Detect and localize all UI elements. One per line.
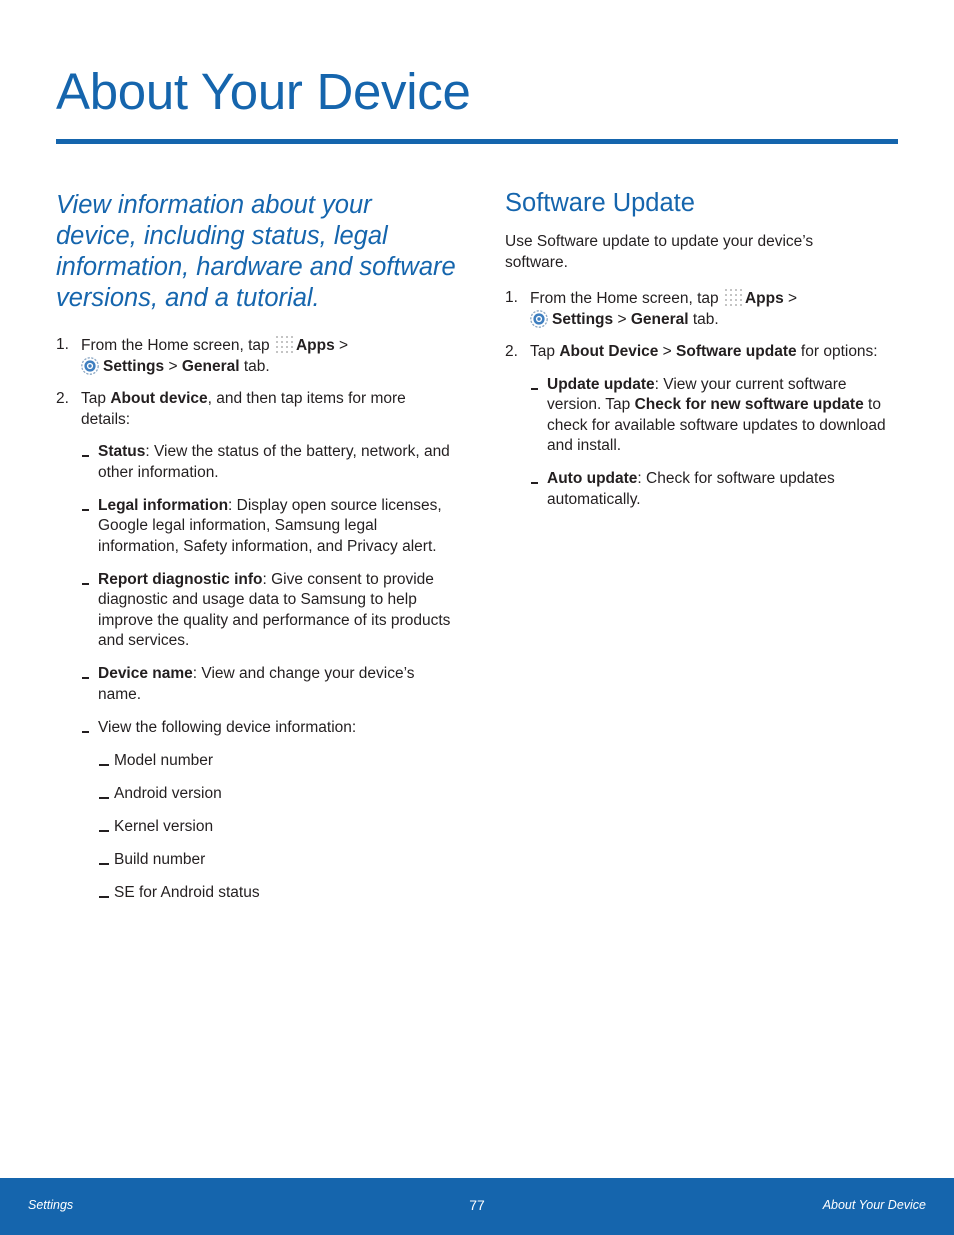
sub-list-item: SE for Android status — [98, 883, 454, 904]
item-desc: : View and change your device’s name. — [98, 665, 415, 703]
step-number: 1. — [505, 289, 518, 306]
apps-grid-icon — [724, 288, 743, 307]
item-term: Report diagnostic info — [98, 570, 263, 588]
item-desc: : Check for software updates automatically. — [547, 470, 835, 508]
item-term: Device name — [98, 665, 193, 682]
software-update-options — [530, 375, 897, 511]
item-term: Legal information — [98, 496, 229, 514]
settings-label: Settings — [552, 310, 614, 328]
left-steps-list — [56, 335, 454, 916]
intro-text: View information about your device, including status, legal information, hardware and software versions, and a tutorial. — [56, 191, 456, 312]
apps-label: Apps — [295, 337, 335, 354]
page-footer — [0, 1178, 954, 1235]
sub-list-item: Build number — [98, 850, 454, 871]
item-desc: : Display open source licenses, Google legal information, Samsung legal information, Safety information, and Privacy alert. — [98, 496, 442, 555]
general-label: General — [630, 310, 689, 328]
separator: > — [164, 357, 182, 375]
left-step-2 — [56, 389, 454, 903]
right-step-1 — [505, 288, 897, 330]
item-desc: to check for available software updates to download and install. — [547, 396, 886, 454]
step-text: Tap — [81, 390, 111, 407]
separator: > — [334, 337, 349, 354]
general-label: General — [181, 357, 240, 375]
footer-chapter-name: About Your Device — [822, 1198, 926, 1212]
title-divider — [56, 139, 898, 144]
list-item — [81, 442, 454, 483]
step-text: Tap — [530, 343, 560, 360]
item-term: Status — [98, 443, 146, 460]
step-number: 2. — [505, 343, 518, 360]
item-term: Update update — [547, 375, 655, 393]
step-text: From the Home screen, tap — [81, 337, 274, 354]
list-item — [81, 570, 454, 652]
right-step-2 — [505, 342, 897, 510]
step-text: tab. — [688, 310, 719, 328]
page-title: About Your Device — [56, 63, 471, 120]
separator: > — [783, 290, 798, 307]
separator: > — [613, 310, 631, 328]
about-device-label: About device — [110, 390, 208, 407]
list-item — [530, 375, 897, 457]
list-item — [81, 718, 454, 904]
sub-list-item: Model number — [98, 751, 454, 772]
step-text: for options: — [796, 343, 878, 360]
settings-gear-icon — [530, 310, 548, 328]
list-item — [81, 664, 454, 705]
section-heading: Software Update — [505, 189, 695, 217]
software-update-label: Software update — [676, 343, 797, 360]
apps-grid-icon — [275, 335, 294, 354]
list-item — [530, 469, 897, 510]
page-number: 77 — [469, 1197, 485, 1213]
section-body: Use Software update to update your device’s software. — [505, 233, 814, 271]
step-text: , and then tap items for more details: — [81, 390, 406, 428]
about-device-label: About Device — [559, 343, 659, 360]
step-number: 2. — [56, 390, 69, 407]
step-number: 1. — [56, 336, 69, 353]
item-desc: : View your current software version. Tap — [547, 375, 847, 413]
item-term: Auto update — [547, 470, 638, 487]
item-term: Check for new software update — [634, 396, 864, 413]
separator: > — [658, 343, 677, 360]
step-text: From the Home screen, tap — [530, 290, 723, 307]
footer-section-name: Settings — [28, 1198, 74, 1212]
apps-label: Apps — [744, 290, 784, 307]
settings-label: Settings — [103, 357, 165, 375]
step-text: tab. — [239, 357, 270, 375]
sub-list-item: Android version — [98, 784, 454, 805]
item-text: View the following device information: — [98, 718, 357, 736]
right-steps-list — [505, 288, 897, 523]
list-item — [81, 496, 454, 558]
item-desc: : Give consent to provide diagnostic and usage data to Samsung to help improve the quality and performance of its products and services. — [98, 570, 451, 649]
sub-list-item: Kernel version — [98, 817, 454, 838]
settings-gear-icon — [81, 357, 99, 375]
item-desc: : View the status of the battery, network, and other information. — [98, 443, 450, 481]
device-info-list — [98, 751, 454, 904]
left-step-1 — [56, 335, 454, 377]
about-device-options — [81, 442, 454, 903]
